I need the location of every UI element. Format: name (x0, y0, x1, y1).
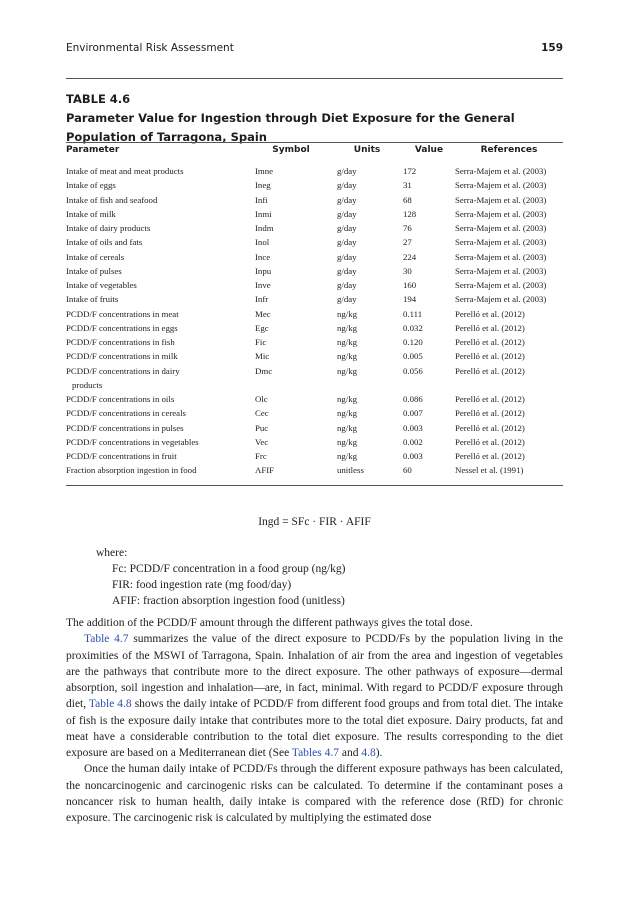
table-row (66, 421, 563, 435)
table-row (66, 364, 563, 393)
cell-reference: Nessel et al. (1991) (455, 465, 524, 476)
table-row (66, 392, 563, 406)
cell-reference: Serra-Majem et al. (2003) (455, 208, 547, 219)
page-number: 159 (541, 42, 563, 54)
cell-parameter: Intake of oils and fats (66, 237, 143, 248)
definition-item: AFIF: fraction absorption ingestion food (unitless) (112, 595, 345, 607)
table-4-8-link[interactable]: Table 4.8 (88, 698, 132, 711)
table-bottom-rule (66, 485, 563, 486)
cell-units: ng/kg (337, 451, 358, 461)
cell-value: 60 (403, 465, 412, 476)
cell-symbol: Ince (255, 251, 271, 262)
table-header-row (66, 143, 563, 164)
cell-value: 0.002 (403, 436, 423, 447)
cell-units: ng/kg (337, 337, 358, 347)
header-rule (66, 78, 563, 79)
cell-value: 224 (403, 251, 417, 262)
cell-parameter: PCDD/F concentrations in pulses (66, 422, 184, 433)
col-header-symbol: Symbol (272, 145, 310, 155)
cell-value: 172 (403, 166, 417, 176)
cell-symbol: Cec (255, 408, 269, 419)
cell-reference: Serra-Majem et al. (2003) (455, 280, 547, 290)
paragraph: The addition of the PCDD/F amount through the different pathways gives the total dose. (66, 617, 473, 629)
cell-parameter: PCDD/F concentrations in oils (66, 394, 175, 404)
cell-symbol: Frc (255, 451, 267, 461)
cell-units: g/day (337, 194, 357, 205)
cell-parameter: Intake of vegetables (66, 280, 137, 290)
cell-units: ng/kg (337, 394, 358, 404)
cell-value: 128 (403, 208, 417, 219)
cell-reference: Serra-Majem et al. (2003) (455, 251, 547, 262)
cell-parameter: Intake of meat and meat products (66, 166, 184, 176)
cell-parameter: PCDD/F concentrations in fruit (66, 451, 177, 461)
cell-reference: Perelló et al. (2012) (455, 308, 525, 319)
cell-units: g/day (337, 223, 357, 233)
cell-reference: Perelló et al. (2012) (455, 451, 525, 461)
running-header (66, 42, 563, 58)
cell-units: ng/kg (337, 351, 358, 362)
cell-reference: Perelló et al. (2012) (455, 337, 525, 347)
where-label: where: (96, 547, 128, 559)
table-row (66, 164, 563, 178)
cell-parameter: PCDD/F concentrations in fish (66, 337, 175, 347)
cell-units: g/day (337, 251, 357, 262)
cell-reference: Serra-Majem et al. (2003) (455, 294, 547, 305)
paragraph: Once the human daily intake of PCDD/Fs through the different exposure pathways has been calculated, the noncarcinogenic and carcinogenic risks can be calculated. To determine if the contaminant poses a noncancer risk to human health, daily intake is compared with the reference dose (RfD) for chronic exposure. The carcinogenic risk is calculated by multiplying the estimated dose (66, 763, 563, 824)
table-row (66, 178, 563, 192)
table-label: TABLE 4.6 (66, 92, 131, 106)
col-header-value: Value (414, 145, 444, 155)
cell-reference: Serra-Majem et al. (2003) (455, 237, 547, 248)
cell-units: ng/kg (337, 422, 358, 433)
definition-item: Fc: PCDD/F concentration in a food group (ng/kg) (112, 563, 346, 575)
definition-item: FIR: food ingestion rate (mg food/day) (112, 579, 292, 591)
cell-symbol: Infi (255, 194, 268, 205)
cell-symbol: Mic (255, 351, 270, 362)
col-header-references: References (480, 145, 538, 155)
table-row (66, 235, 563, 249)
cell-symbol: Vec (255, 436, 269, 447)
cell-symbol: AFIF (255, 465, 275, 476)
parameter-table (66, 143, 563, 478)
cell-value: 31 (403, 180, 412, 191)
table-top-rule (66, 142, 563, 143)
cell-units: g/day (337, 180, 357, 191)
cell-units: g/day (337, 237, 357, 248)
cell-reference: Serra-Majem et al. (2003) (455, 166, 547, 176)
table-row (66, 307, 563, 321)
cell-reference: Perelló et al. (2012) (455, 436, 525, 447)
cell-parameter: Intake of eggs (66, 180, 116, 191)
table-row (66, 335, 563, 349)
table-row (66, 207, 563, 221)
cell-parameter: PCDD/F concentrations in vegetables (66, 436, 199, 447)
cell-value: 30 (403, 265, 412, 276)
cell-parameter: PCDD/F concentrations in milk (66, 351, 178, 362)
cell-units: g/day (337, 280, 357, 290)
tables-4-7-link[interactable]: Tables 4.7 (291, 747, 339, 759)
cell-symbol: Infr (255, 294, 269, 305)
cell-reference: Perelló et al. (2012) (455, 351, 525, 362)
table-row (66, 435, 563, 449)
cell-symbol: Egc (255, 322, 269, 333)
cell-symbol: Inol (255, 237, 270, 248)
equation: Ingd = SFc · FIR · AFIF (258, 516, 371, 528)
cell-symbol: Imne (255, 166, 274, 176)
cell-reference: Perelló et al. (2012) (455, 422, 525, 433)
cell-symbol: Olc (255, 394, 268, 404)
cell-value: 0.056 (403, 365, 423, 376)
definition-list (112, 561, 345, 609)
table-4-7-link[interactable]: Table 4.7 (84, 633, 129, 646)
cell-units: unitless (337, 465, 364, 476)
cell-reference: Serra-Majem et al. (2003) (455, 265, 547, 276)
cell-symbol: Mec (255, 308, 271, 319)
cell-symbol: Inve (255, 280, 271, 290)
table-caption (66, 90, 563, 147)
cell-reference: Perelló et al. (2012) (455, 322, 525, 333)
table-row (66, 193, 563, 207)
cell-value: 0.032 (403, 322, 423, 333)
col-header-parameter: Parameter (66, 145, 120, 155)
cell-units: g/day (337, 265, 357, 276)
cell-parameter: Intake of pulses (66, 265, 122, 276)
section-title: Environmental Risk Assessment (66, 42, 234, 54)
cell-units: ng/kg (337, 365, 358, 376)
table-row (66, 292, 563, 306)
cell-reference: Serra-Majem et al. (2003) (455, 180, 547, 191)
cell-value: 160 (403, 280, 417, 290)
cell-parameter: PCDD/F concentrations in cereals (66, 408, 186, 419)
cell-reference: Perelló et al. (2012) (455, 365, 525, 376)
col-header-units: Units (353, 145, 381, 155)
table-row (66, 349, 563, 363)
cell-units: ng/kg (337, 308, 358, 319)
cell-parameter: Fraction absorption ingestion in food (66, 465, 197, 476)
cell-units: g/day (337, 208, 357, 219)
cell-symbol: Inmi (255, 208, 272, 219)
cell-value: 0.005 (403, 351, 423, 362)
table-title: Parameter Value for Ingestion through Diet Exposure for the General Population of Tarragona, Spain (66, 111, 515, 144)
cell-reference: Serra-Majem et al. (2003) (455, 194, 547, 205)
cell-parameter: Intake of dairy products (66, 223, 151, 233)
body-text (66, 615, 563, 826)
table-row (66, 221, 563, 235)
cell-parameter: Intake of milk (66, 208, 116, 219)
cell-parameter: PCDD/F concentrations in dairy products (66, 364, 251, 393)
cell-symbol: Dmc (255, 365, 273, 376)
cell-reference: Serra-Majem et al. (2003) (455, 223, 547, 233)
cell-parameter: PCDD/F concentrations in eggs (66, 322, 178, 333)
cell-value: 68 (403, 194, 412, 205)
table-row (66, 463, 563, 477)
cell-symbol: Ineg (255, 180, 271, 191)
cell-parameter: Intake of fruits (66, 294, 119, 305)
cell-symbol: Indm (255, 223, 274, 233)
cell-value: 76 (403, 223, 412, 233)
table-row (66, 321, 563, 335)
cell-value: 0.120 (403, 337, 423, 347)
table-row (66, 449, 563, 463)
cell-units: g/day (337, 166, 357, 176)
cell-parameter: Intake of fish and seafood (66, 194, 158, 205)
cell-value: 0.111 (403, 308, 423, 319)
cell-reference: Perelló et al. (2012) (455, 408, 525, 419)
cell-value: 0.003 (403, 422, 423, 433)
paragraph: Table 4.7 summarizes the value of the direct exposure to PCDD/Fs by the population living in the proximities of the MSWI of Tarragona, Spain. Inhalation of air from the area and ingestion of vegetables are the pathways that contribute more to the direct exposure. The other pathways of exposure—dermal absorption, soil ingestion and inhalation—are, in fact, minimal. With regard to PCDD/F exposure through diet, Table 4.8 shows the daily intake of PCDD/F from different food groups and from total diet. The intake of fish is the exposure daily intake that contributes more to the total diet exposure. Dairy products, fat and meat have a considerable contribution to the total diet exposure. The results corresponding to the diet exposure are based on a Mediterranean diet (See Tables 4.7 and 4.8). (66, 633, 563, 759)
table-row (66, 406, 563, 420)
cell-parameter: Intake of cereals (66, 251, 125, 262)
table-row (66, 250, 563, 264)
cell-value: 194 (403, 294, 417, 305)
cell-value: 0.086 (403, 394, 423, 404)
table-row (66, 278, 563, 292)
cell-symbol: Inpu (255, 265, 272, 276)
table-row (66, 264, 563, 278)
cell-value: 27 (403, 237, 412, 248)
cell-symbol: Fic (255, 337, 267, 347)
cell-units: g/day (337, 294, 357, 305)
cell-units: ng/kg (337, 436, 358, 447)
cell-parameter: PCDD/F concentrations in meat (66, 308, 179, 319)
cell-units: ng/kg (337, 322, 358, 333)
cell-units: ng/kg (337, 408, 358, 419)
cell-value: 0.003 (403, 451, 423, 461)
cell-value: 0.007 (403, 408, 423, 419)
cell-symbol: Puc (255, 422, 269, 433)
cell-reference: Perelló et al. (2012) (455, 394, 525, 404)
cell-parameter-continuation: products (72, 379, 103, 390)
table-4-8-link-2[interactable]: 4.8 (361, 747, 376, 759)
